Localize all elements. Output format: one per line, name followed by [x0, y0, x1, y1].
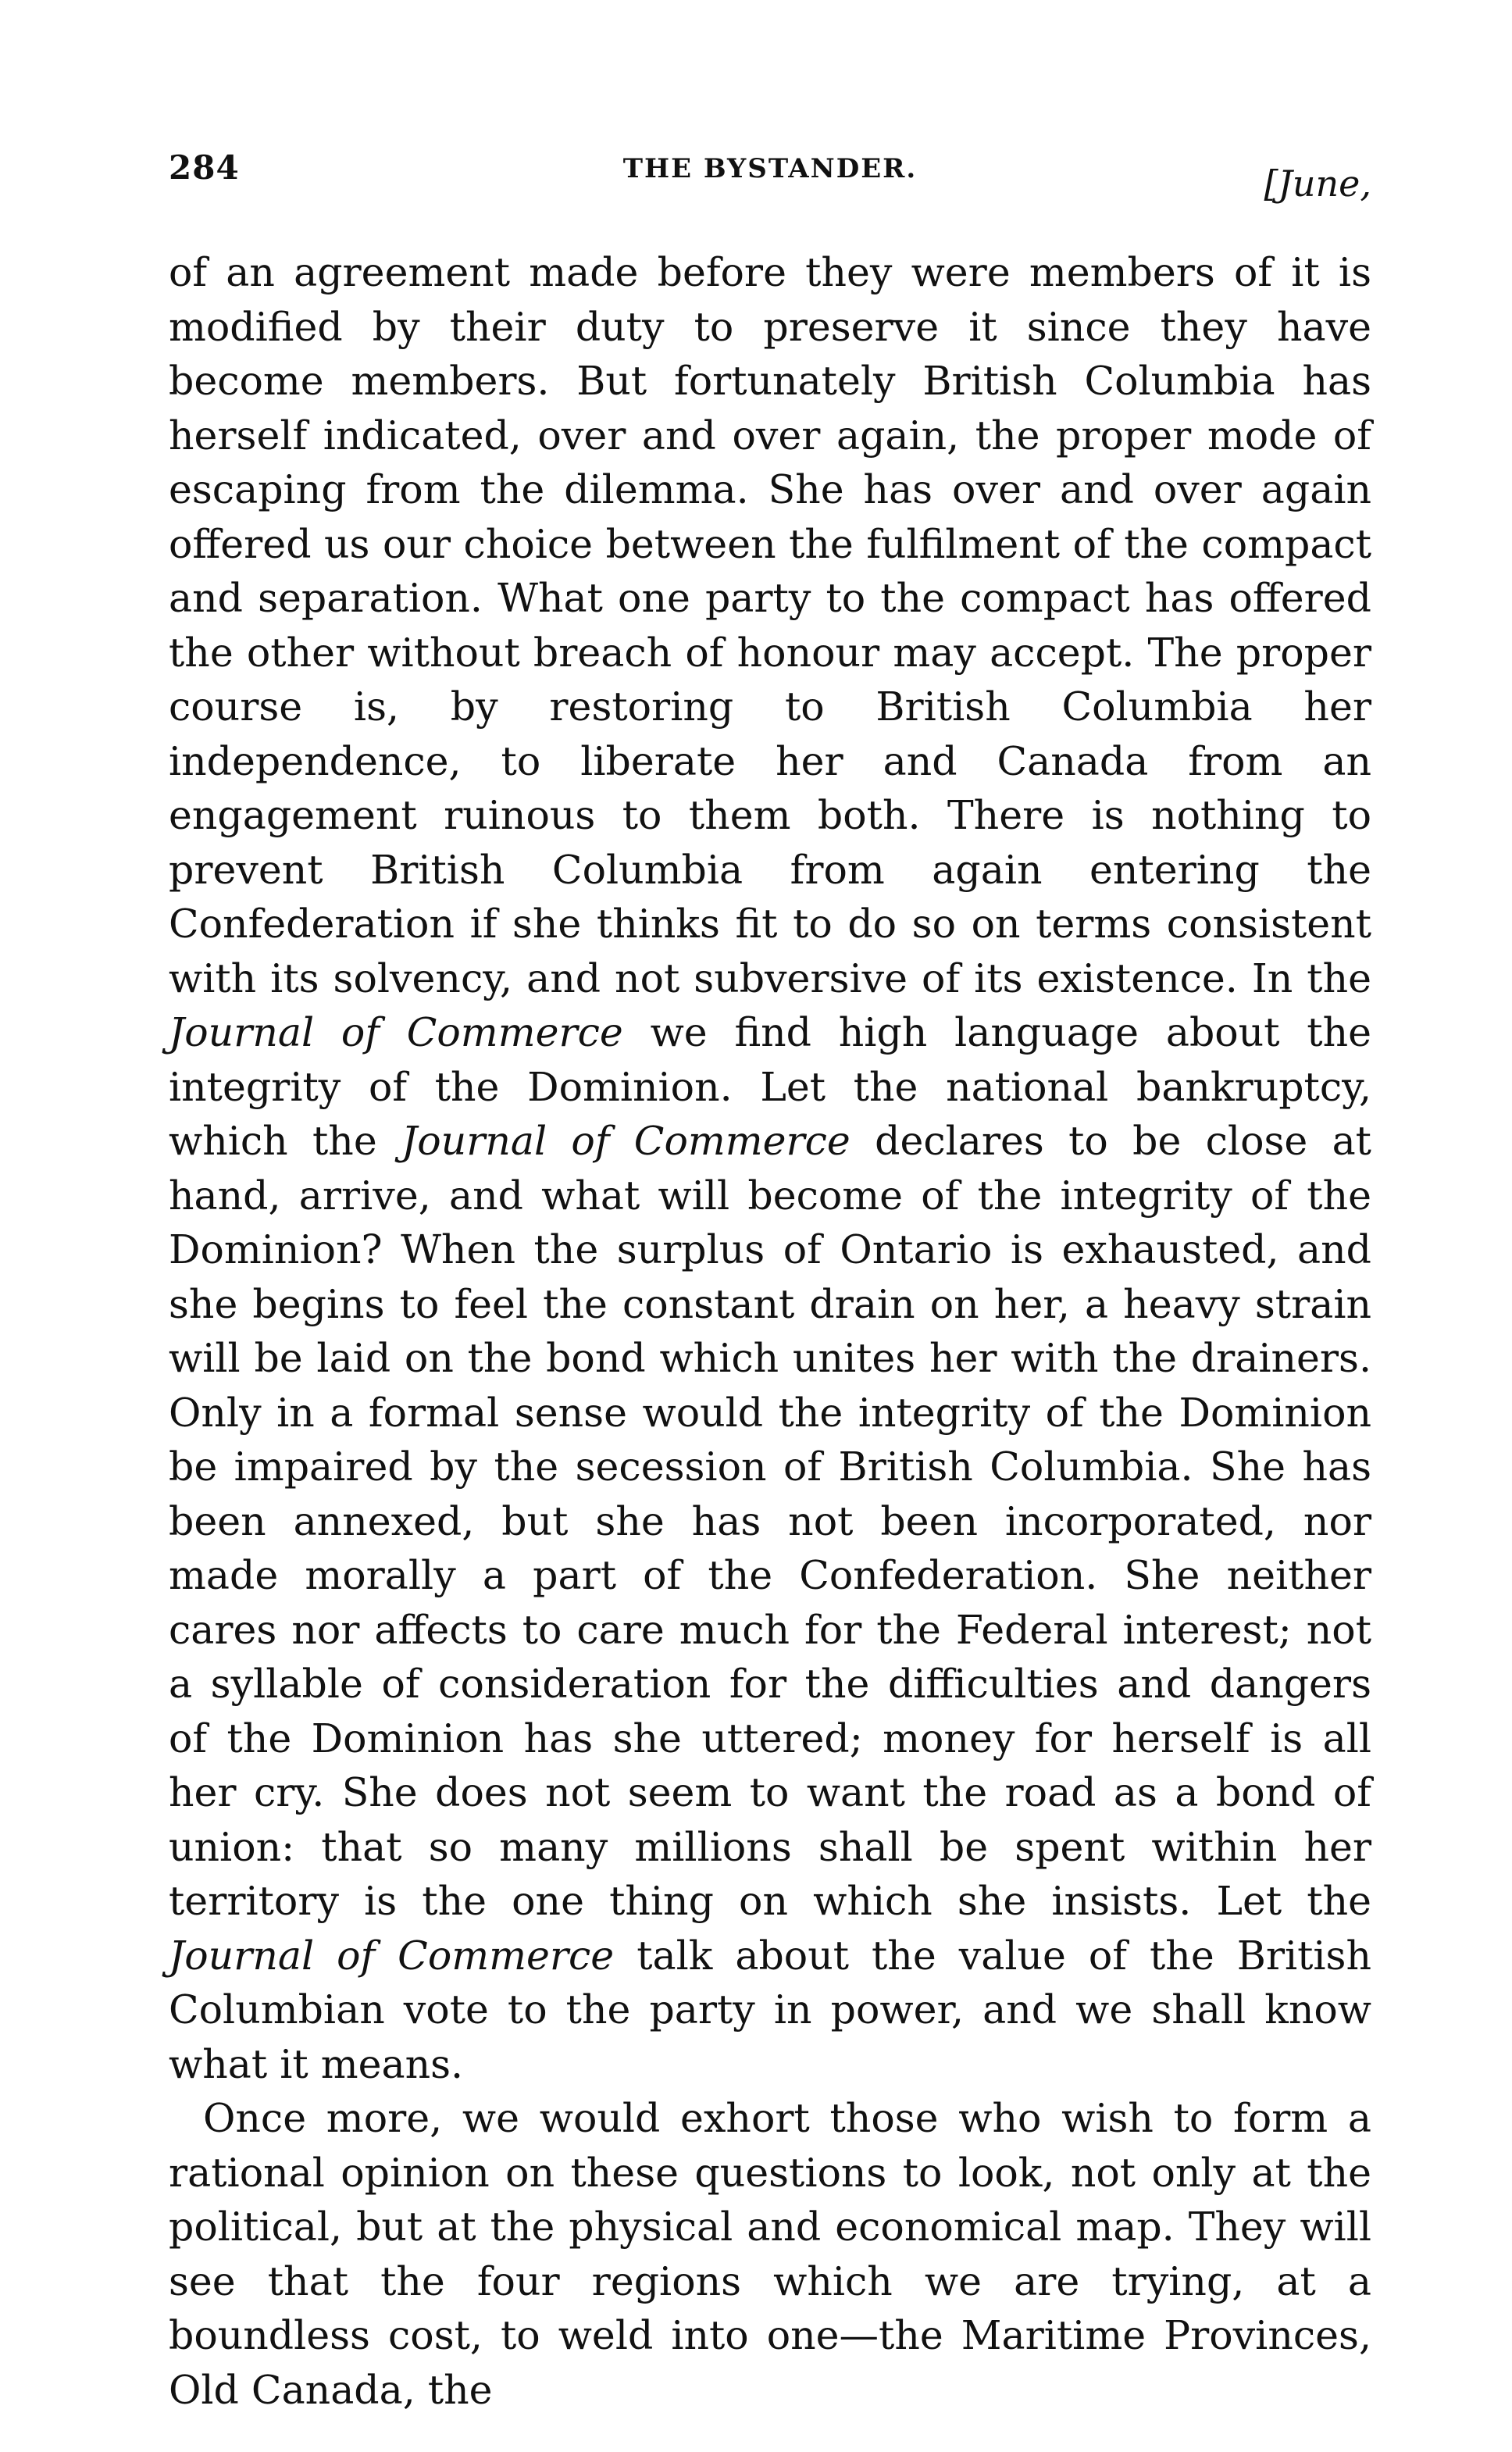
text-segment: talk about the value of the British Columbian vote to the party in power, and we shall know what it means.	[169, 1932, 1371, 2087]
italic-journal-title: Journal of Commerce	[169, 1932, 615, 1979]
text-segment: declares to be close at hand, arrive, and what will become of the integrity of the Dominion? When the surplus of Ontario is exhausted, and she begins to feel the constant drain on her, a heavy strain will be laid on the bond which unites her with the drainers. Only in a formal sense would the integrity of the Dominion be impaired by the secession of British Columbia. She has been annexed, but she has not been incorporated, nor made morally a part of the Confederation. She neither cares nor affects to care much for the Federal interest; not a syllable of consideration for the difficulties and dangers of the Dominion has she uttered; money for herself is all her cry. She does not seem to want the road as a bond of union: that so many millions shall be spent within her territory is the one thing on which she insists. Let the	[169, 1118, 1371, 1924]
paragraph-continued	[169, 245, 1371, 2091]
text-segment: we find high language about the integrity of the Dominion. Let the national bankruptcy, which the	[169, 1009, 1371, 1164]
text-segment: of an agreement made before they were members of it is modified by their duty to preserve it since they have become members. But fortunately British Columbia has herself indicated, over and over again, the proper mode of escaping from the dilemma. She has over and over again offered us our choice between the fulfilment of the compact and separation. What one party to the compact has offered the other without breach of honour may accept. The proper course is, by restoring to British Columbia her independence, to liberate her and Canada from an engagement ruinous to them both. There is nothing to prevent British Columbia from again entering the Confederation if she thinks fit to do so on terms consistent with its solvency, and not subversive of its existence. In the	[169, 249, 1371, 1001]
running-month: [June,	[1264, 162, 1371, 205]
italic-journal-title: Journal of Commerce	[401, 1118, 850, 1164]
italic-journal-title: Journal of Commerce	[169, 1009, 623, 1055]
book-page	[169, 148, 1371, 2417]
paragraph-new	[169, 2091, 1371, 2417]
text-segment: Once more, we would exhort those who wish to form a rational opinion on these questions to look, not only at the political, but at the physical and economical map. They will see that the four regions which we are trying, at a boundless cost, to weld into one—the Maritime Provinces, Old Canada, the	[169, 2095, 1371, 2413]
body-text	[169, 245, 1371, 2417]
running-header	[169, 148, 1371, 234]
page-number: 284	[169, 148, 240, 187]
running-title: THE BYSTANDER.	[622, 153, 918, 184]
